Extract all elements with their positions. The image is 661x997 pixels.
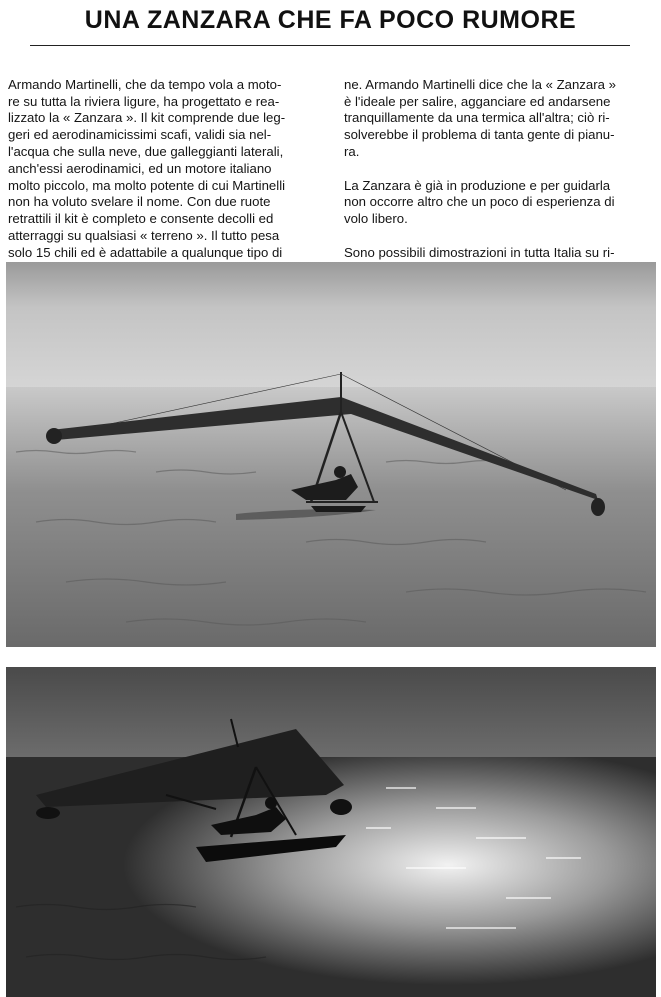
article-title: UNA ZANZARA CHE FA POCO RUMORE (84, 6, 577, 34)
photo-glider-on-water-image (6, 262, 656, 647)
right-paragraph-1: ne. Armando Martinelli dice che la « Zanzara » è l'ideale per salire, agganciare ed andarsene tranquillamente da una termica all'altra; ciò ri- solverebbe il problema di tanta gente di pianu- ra. (344, 76, 616, 159)
article-left-column (8, 60, 328, 295)
photo-glider-in-flight-image (6, 667, 656, 997)
photo-glider-in-flight (6, 667, 656, 997)
photo-glider-on-water (6, 262, 656, 647)
title-divider (30, 45, 630, 46)
left-column-text: Armando Martinelli, che da tempo vola a moto- re su tutta la riviera ligure, ha progettato e rea- lizzato la « Zanzara ». Il kit comprende due leg- geri ed aerodinamicissimi scafi, validi sia nel- l'acqua che sulla neve, due galleggianti laterali, anch'essi aerodinamici, ed un motore italiano molto piccolo, ma molto potente di cui Martinelli non ha voluto svelare il nome. Con due ruote retrattili il kit è completo e consente decolli ed atterraggi su qualsiasi « terreno ». Il tutto pesa solo 15 chili ed è adattabile a qualunque tipo di (8, 76, 286, 260)
right-paragraph-2: La Zanzara è già in produzione e per guidarla non occorre altro che un poco di esperienza di volo libero. (344, 177, 615, 227)
right-paragraph-3: Sono possibili dimostrazioni in tutta Italia su ri- (344, 244, 615, 260)
